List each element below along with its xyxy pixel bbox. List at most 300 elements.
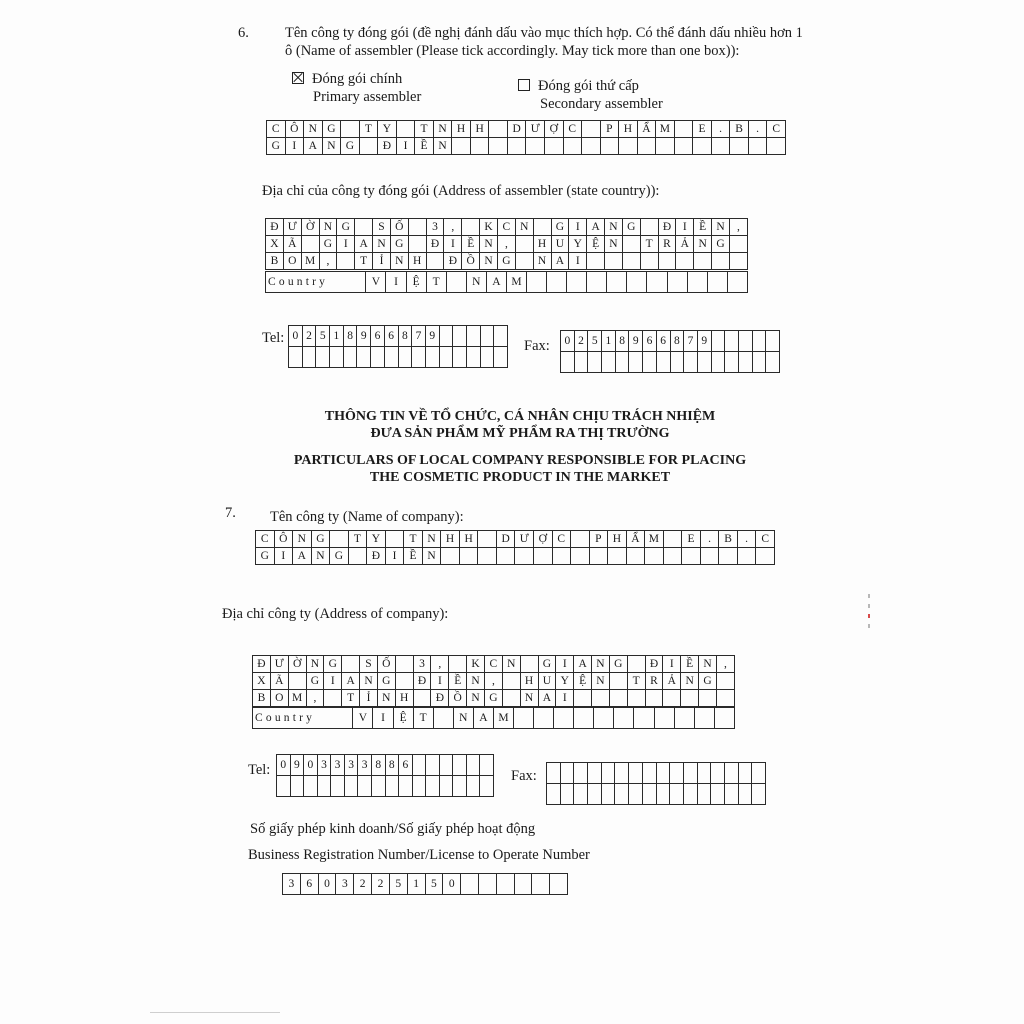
assembler-fax-cell[interactable]: 6: [643, 331, 657, 352]
company-address-cell[interactable]: I: [324, 673, 342, 690]
assembler-address-cell[interactable]: U: [551, 236, 569, 253]
assembler-fax-cell[interactable]: 6: [656, 331, 670, 352]
company-address-cell[interactable]: Đ: [645, 656, 663, 673]
assembler-fax-cell[interactable]: 0: [561, 331, 575, 352]
company-address-cell[interactable]: Ỉ: [360, 690, 378, 707]
license-number-cell[interactable]: 3: [283, 874, 301, 895]
company-tel-cell[interactable]: [426, 755, 440, 776]
assembler-address-cell[interactable]: ,: [319, 253, 337, 270]
company-name-cell[interactable]: [737, 548, 756, 565]
company-country-cell[interactable]: V: [353, 708, 373, 729]
company-tel-cell[interactable]: [453, 755, 467, 776]
company-tel-cell[interactable]: [358, 776, 372, 797]
company-address-cell[interactable]: U: [538, 673, 556, 690]
company-tel-cell[interactable]: [317, 776, 331, 797]
company-country-cell[interactable]: [674, 708, 694, 729]
assembler-address-cell[interactable]: 3: [426, 219, 444, 236]
company-address-cell[interactable]: G: [306, 673, 324, 690]
company-address-cell[interactable]: I: [556, 690, 574, 707]
assembler-name-cell[interactable]: [674, 138, 693, 155]
company-tel-cell[interactable]: [290, 776, 304, 797]
assembler-name-cell[interactable]: [544, 138, 563, 155]
company-fax-cell[interactable]: [642, 763, 656, 784]
assembler-fax-grid[interactable]: [560, 330, 780, 373]
assembler-tel-cell[interactable]: [302, 347, 316, 368]
assembler-address-cell[interactable]: Ề: [694, 219, 712, 236]
assembler-address-cell[interactable]: G: [622, 219, 640, 236]
company-address-cell[interactable]: Ố: [377, 656, 395, 673]
license-number-cell[interactable]: [478, 874, 496, 895]
company-address-cell[interactable]: [288, 673, 306, 690]
company-name-cell[interactable]: Ề: [404, 548, 423, 565]
company-name-cell[interactable]: N: [422, 548, 441, 565]
company-address-cell[interactable]: O: [270, 690, 288, 707]
assembler-country-cell[interactable]: I: [386, 272, 406, 293]
company-name-cell[interactable]: Y: [367, 531, 386, 548]
assembler-country-cell[interactable]: [627, 272, 647, 293]
assembler-fax-cell[interactable]: [766, 331, 780, 352]
company-address-cell[interactable]: [413, 690, 431, 707]
company-address-cell[interactable]: G: [538, 656, 556, 673]
company-address-cell[interactable]: A: [342, 673, 360, 690]
license-number-cell[interactable]: 2: [354, 874, 372, 895]
assembler-address-cell[interactable]: ,: [497, 236, 515, 253]
assembler-country-cell[interactable]: [547, 272, 567, 293]
assembler-fax-cell[interactable]: [629, 352, 643, 373]
company-tel-cell[interactable]: [480, 755, 494, 776]
assembler-address-cell[interactable]: Y: [569, 236, 587, 253]
company-fax-cell[interactable]: [574, 763, 588, 784]
assembler-name-cell[interactable]: N: [433, 121, 452, 138]
assembler-address-cell[interactable]: I: [676, 219, 694, 236]
company-address-cell[interactable]: [609, 673, 627, 690]
assembler-address-cell[interactable]: [605, 253, 623, 270]
assembler-name-cell[interactable]: [767, 138, 786, 155]
assembler-address-cell[interactable]: [301, 236, 319, 253]
company-fax-cell[interactable]: [574, 784, 588, 805]
assembler-address-cell[interactable]: Đ: [658, 219, 676, 236]
assembler-address-cell[interactable]: Ỉ: [373, 253, 391, 270]
company-country-grid[interactable]: [252, 707, 735, 729]
company-name-cell[interactable]: [700, 548, 719, 565]
assembler-country-cell[interactable]: [567, 272, 587, 293]
assembler-name-grid[interactable]: [266, 120, 786, 155]
company-name-cell[interactable]: H: [608, 531, 627, 548]
company-name-cell[interactable]: [330, 531, 349, 548]
assembler-address-cell[interactable]: N: [480, 236, 498, 253]
company-name-cell[interactable]: [571, 548, 590, 565]
assembler-fax-cell[interactable]: [574, 352, 588, 373]
company-name-cell[interactable]: Ợ: [533, 531, 552, 548]
company-name-cell[interactable]: [589, 548, 608, 565]
company-address-cell[interactable]: Ề: [449, 673, 467, 690]
assembler-fax-cell[interactable]: [738, 331, 752, 352]
company-name-cell[interactable]: C: [256, 531, 275, 548]
company-tel-cell[interactable]: [412, 776, 426, 797]
company-address-cell[interactable]: I: [663, 656, 681, 673]
company-tel-cell[interactable]: [412, 755, 426, 776]
company-tel-cell[interactable]: 8: [385, 755, 399, 776]
assembler-tel-cell[interactable]: 6: [371, 326, 385, 347]
company-address-cell[interactable]: G: [377, 673, 395, 690]
company-tel-cell[interactable]: [453, 776, 467, 797]
company-name-cell[interactable]: [719, 548, 738, 565]
assembler-name-cell[interactable]: B: [730, 121, 749, 138]
company-fax-cell[interactable]: [738, 763, 752, 784]
assembler-address-cell[interactable]: G: [497, 253, 515, 270]
company-address-cell[interactable]: [699, 690, 717, 707]
assembler-name-cell[interactable]: A: [304, 138, 323, 155]
company-fax-cell[interactable]: [547, 763, 561, 784]
license-number-cell[interactable]: [461, 874, 479, 895]
company-country-cell[interactable]: [634, 708, 654, 729]
assembler-fax-cell[interactable]: [738, 352, 752, 373]
company-name-cell[interactable]: I: [385, 548, 404, 565]
company-address-cell[interactable]: ,: [484, 673, 502, 690]
company-tel-cell[interactable]: 3: [358, 755, 372, 776]
assembler-tel-cell[interactable]: 7: [412, 326, 426, 347]
assembler-name-cell[interactable]: N: [433, 138, 452, 155]
company-country-cell[interactable]: I: [373, 708, 393, 729]
company-address-cell[interactable]: N: [467, 673, 485, 690]
assembler-country-cell[interactable]: [587, 272, 607, 293]
company-address-cell[interactable]: [502, 673, 520, 690]
company-address-cell[interactable]: G: [324, 656, 342, 673]
assembler-tel-cell[interactable]: [398, 347, 412, 368]
assembler-address-cell[interactable]: H: [408, 253, 426, 270]
assembler-tel-cell[interactable]: [412, 347, 426, 368]
company-address-cell[interactable]: [645, 690, 663, 707]
company-country-cell[interactable]: [714, 708, 734, 729]
assembler-tel-cell[interactable]: 6: [384, 326, 398, 347]
company-address-cell[interactable]: [627, 656, 645, 673]
secondary-assembler-option[interactable]: [518, 77, 639, 95]
company-address-cell[interactable]: T: [627, 673, 645, 690]
assembler-name-cell[interactable]: T: [359, 121, 378, 138]
license-number-cell[interactable]: 0: [443, 874, 461, 895]
company-fax-cell[interactable]: [697, 784, 711, 805]
license-number-grid[interactable]: [282, 873, 568, 895]
assembler-address-cell[interactable]: I: [444, 236, 462, 253]
company-name-cell[interactable]: A: [293, 548, 312, 565]
assembler-name-cell[interactable]: [526, 138, 545, 155]
company-fax-cell[interactable]: [601, 763, 615, 784]
company-address-cell[interactable]: Đ: [431, 690, 449, 707]
assembler-address-cell[interactable]: N: [694, 236, 712, 253]
company-tel-cell[interactable]: [439, 776, 453, 797]
company-address-cell[interactable]: N: [699, 656, 717, 673]
company-name-cell[interactable]: [663, 548, 682, 565]
assembler-fax-cell[interactable]: [684, 352, 698, 373]
company-country-cell[interactable]: [554, 708, 574, 729]
assembler-name-cell[interactable]: .: [711, 121, 730, 138]
license-number-cell[interactable]: 5: [389, 874, 407, 895]
assembler-address-cell[interactable]: A: [355, 236, 373, 253]
company-name-cell[interactable]: Ô: [274, 531, 293, 548]
company-address-cell[interactable]: N: [681, 673, 699, 690]
assembler-address-cell[interactable]: Ồ: [462, 253, 480, 270]
company-name-cell[interactable]: [663, 531, 682, 548]
assembler-tel-cell[interactable]: [494, 326, 508, 347]
assembler-tel-cell[interactable]: [289, 347, 303, 368]
assembler-address-cell[interactable]: A: [587, 219, 605, 236]
assembler-address-cell[interactable]: [658, 253, 676, 270]
assembler-tel-cell[interactable]: 2: [302, 326, 316, 347]
company-fax-cell[interactable]: [752, 763, 766, 784]
assembler-address-grid[interactable]: [265, 218, 748, 270]
assembler-tel-cell[interactable]: [371, 347, 385, 368]
assembler-address-cell[interactable]: [622, 236, 640, 253]
license-number-cell[interactable]: 1: [407, 874, 425, 895]
assembler-address-cell[interactable]: G: [712, 236, 730, 253]
assembler-name-cell[interactable]: [637, 138, 656, 155]
company-address-cell[interactable]: Ề: [681, 656, 699, 673]
assembler-address-cell[interactable]: S: [373, 219, 391, 236]
assembler-address-cell[interactable]: K: [480, 219, 498, 236]
assembler-address-cell[interactable]: R: [658, 236, 676, 253]
company-tel-cell[interactable]: [466, 776, 480, 797]
assembler-address-cell[interactable]: N: [712, 219, 730, 236]
assembler-address-cell[interactable]: [694, 253, 712, 270]
company-address-cell[interactable]: X: [253, 673, 271, 690]
company-tel-cell[interactable]: 0: [304, 755, 318, 776]
assembler-address-cell[interactable]: N: [373, 236, 391, 253]
assembler-address-cell[interactable]: A: [551, 253, 569, 270]
company-fax-grid[interactable]: [546, 762, 766, 805]
assembler-country-cell[interactable]: T: [426, 272, 446, 293]
company-name-cell[interactable]: [645, 548, 664, 565]
assembler-name-cell[interactable]: I: [285, 138, 304, 155]
company-tel-cell[interactable]: [480, 776, 494, 797]
company-tel-cell[interactable]: [399, 776, 413, 797]
company-address-cell[interactable]: Ả: [663, 673, 681, 690]
assembler-country-cell[interactable]: Ệ: [406, 272, 426, 293]
assembler-fax-cell[interactable]: [711, 331, 725, 352]
company-name-cell[interactable]: [478, 548, 497, 565]
assembler-address-cell[interactable]: G: [337, 219, 355, 236]
company-address-cell[interactable]: I: [431, 673, 449, 690]
company-name-cell[interactable]: P: [589, 531, 608, 548]
company-address-cell[interactable]: M: [288, 690, 306, 707]
assembler-address-cell[interactable]: Đ: [266, 219, 284, 236]
assembler-address-cell[interactable]: [515, 236, 533, 253]
company-address-cell[interactable]: [663, 690, 681, 707]
company-country-cell[interactable]: M: [493, 708, 513, 729]
company-address-cell[interactable]: [449, 656, 467, 673]
assembler-tel-cell[interactable]: [330, 347, 344, 368]
assembler-fax-cell[interactable]: 5: [588, 331, 602, 352]
assembler-country-cell[interactable]: A: [486, 272, 506, 293]
company-address-cell[interactable]: C: [484, 656, 502, 673]
assembler-fax-cell[interactable]: [670, 352, 684, 373]
company-address-cell[interactable]: ,: [716, 656, 734, 673]
company-country-cell[interactable]: [514, 708, 534, 729]
company-fax-cell[interactable]: [724, 763, 738, 784]
assembler-address-cell[interactable]: N: [480, 253, 498, 270]
license-number-cell[interactable]: 3: [336, 874, 354, 895]
primary-assembler-option[interactable]: [292, 70, 402, 88]
assembler-tel-cell[interactable]: 9: [357, 326, 371, 347]
assembler-address-cell[interactable]: Ề: [462, 236, 480, 253]
assembler-tel-cell[interactable]: [343, 347, 357, 368]
company-name-cell[interactable]: .: [737, 531, 756, 548]
assembler-name-cell[interactable]: [489, 138, 508, 155]
assembler-address-cell[interactable]: [712, 253, 730, 270]
company-address-cell[interactable]: A: [538, 690, 556, 707]
company-address-cell[interactable]: 3: [413, 656, 431, 673]
company-name-cell[interactable]: [496, 548, 515, 565]
assembler-name-cell[interactable]: [341, 121, 360, 138]
company-name-cell[interactable]: N: [311, 548, 330, 565]
company-address-cell[interactable]: N: [306, 656, 324, 673]
company-address-cell[interactable]: N: [592, 673, 610, 690]
assembler-name-cell[interactable]: [582, 138, 601, 155]
company-address-cell[interactable]: I: [556, 656, 574, 673]
company-address-cell[interactable]: ,: [306, 690, 324, 707]
company-tel-cell[interactable]: [385, 776, 399, 797]
license-number-cell[interactable]: 6: [300, 874, 318, 895]
assembler-name-cell[interactable]: [656, 138, 675, 155]
company-address-cell[interactable]: N: [467, 690, 485, 707]
assembler-tel-cell[interactable]: 0: [289, 326, 303, 347]
assembler-address-cell[interactable]: [729, 253, 747, 270]
assembler-name-cell[interactable]: Đ: [378, 138, 397, 155]
assembler-address-cell[interactable]: Ư: [283, 219, 301, 236]
company-address-cell[interactable]: [716, 673, 734, 690]
assembler-address-cell[interactable]: N: [515, 219, 533, 236]
company-address-cell[interactable]: Ờ: [288, 656, 306, 673]
company-fax-cell[interactable]: [588, 763, 602, 784]
company-country-cell[interactable]: A: [473, 708, 493, 729]
assembler-address-cell[interactable]: M: [301, 253, 319, 270]
assembler-fax-cell[interactable]: [766, 352, 780, 373]
assembler-country-cell[interactable]: N: [466, 272, 486, 293]
company-name-cell[interactable]: [478, 531, 497, 548]
assembler-address-cell[interactable]: [515, 253, 533, 270]
assembler-address-cell[interactable]: N: [390, 253, 408, 270]
assembler-name-cell[interactable]: N: [304, 121, 323, 138]
assembler-name-cell[interactable]: P: [600, 121, 619, 138]
assembler-tel-cell[interactable]: [439, 347, 453, 368]
license-number-cell[interactable]: [550, 874, 568, 895]
assembler-fax-cell[interactable]: 8: [670, 331, 684, 352]
company-fax-cell[interactable]: [670, 784, 684, 805]
company-address-cell[interactable]: [520, 656, 538, 673]
assembler-name-cell[interactable]: C: [563, 121, 582, 138]
assembler-name-cell[interactable]: E: [693, 121, 712, 138]
assembler-name-cell[interactable]: [507, 138, 526, 155]
company-address-cell[interactable]: Ệ: [574, 673, 592, 690]
assembler-fax-cell[interactable]: [588, 352, 602, 373]
company-name-cell[interactable]: Đ: [367, 548, 386, 565]
company-address-cell[interactable]: N: [520, 690, 538, 707]
assembler-name-cell[interactable]: [600, 138, 619, 155]
assembler-name-cell[interactable]: [452, 138, 471, 155]
company-fax-cell[interactable]: [670, 763, 684, 784]
company-name-grid[interactable]: [255, 530, 775, 565]
assembler-fax-cell[interactable]: [752, 331, 766, 352]
company-tel-cell[interactable]: [371, 776, 385, 797]
assembler-address-cell[interactable]: [640, 219, 658, 236]
assembler-fax-cell[interactable]: 2: [574, 331, 588, 352]
company-fax-cell[interactable]: [711, 763, 725, 784]
assembler-country-cell[interactable]: [727, 272, 747, 293]
company-name-cell[interactable]: [682, 548, 701, 565]
company-tel-cell[interactable]: [426, 776, 440, 797]
company-tel-cell[interactable]: 3: [317, 755, 331, 776]
company-name-cell[interactable]: T: [348, 531, 367, 548]
assembler-address-cell[interactable]: X: [266, 236, 284, 253]
assembler-name-cell[interactable]: H: [452, 121, 471, 138]
assembler-address-cell[interactable]: [640, 253, 658, 270]
assembler-tel-cell[interactable]: [425, 347, 439, 368]
assembler-country-cell[interactable]: [687, 272, 707, 293]
company-name-cell[interactable]: [756, 548, 775, 565]
company-tel-cell[interactable]: 3: [331, 755, 345, 776]
assembler-address-cell[interactable]: [729, 236, 747, 253]
company-name-cell[interactable]: Ẩ: [626, 531, 645, 548]
assembler-name-cell[interactable]: [470, 138, 489, 155]
company-fax-cell[interactable]: [615, 784, 629, 805]
assembler-fax-cell[interactable]: [752, 352, 766, 373]
assembler-address-cell[interactable]: [337, 253, 355, 270]
assembler-tel-cell[interactable]: [316, 347, 330, 368]
company-name-cell[interactable]: B: [719, 531, 738, 548]
assembler-address-cell[interactable]: N: [605, 219, 623, 236]
company-name-cell[interactable]: H: [441, 531, 460, 548]
company-tel-cell[interactable]: [304, 776, 318, 797]
company-country-cell[interactable]: [574, 708, 594, 729]
company-name-cell[interactable]: [552, 548, 571, 565]
company-name-cell[interactable]: D: [496, 531, 515, 548]
assembler-address-cell[interactable]: Ố: [390, 219, 408, 236]
license-number-cell[interactable]: 5: [425, 874, 443, 895]
company-name-cell[interactable]: I: [274, 548, 293, 565]
assembler-name-cell[interactable]: [489, 121, 508, 138]
assembler-address-cell[interactable]: [355, 219, 373, 236]
assembler-name-cell[interactable]: [693, 138, 712, 155]
assembler-address-cell[interactable]: ,: [444, 219, 462, 236]
assembler-country-cell[interactable]: [707, 272, 727, 293]
company-tel-cell[interactable]: [344, 776, 358, 797]
company-fax-cell[interactable]: [738, 784, 752, 805]
company-address-cell[interactable]: R: [645, 673, 663, 690]
company-tel-cell[interactable]: [331, 776, 345, 797]
license-number-cell[interactable]: [532, 874, 550, 895]
company-name-cell[interactable]: .: [700, 531, 719, 548]
assembler-name-cell[interactable]: [730, 138, 749, 155]
company-address-cell[interactable]: N: [377, 690, 395, 707]
assembler-name-cell[interactable]: [563, 138, 582, 155]
company-fax-cell[interactable]: [683, 784, 697, 805]
assembler-address-cell[interactable]: N: [605, 236, 623, 253]
assembler-name-cell[interactable]: [582, 121, 601, 138]
assembler-name-cell[interactable]: [674, 121, 693, 138]
assembler-fax-cell[interactable]: [697, 352, 711, 373]
assembler-name-cell[interactable]: [711, 138, 730, 155]
company-fax-cell[interactable]: [752, 784, 766, 805]
company-fax-cell[interactable]: [697, 763, 711, 784]
assembler-tel-cell[interactable]: [453, 326, 467, 347]
assembler-address-cell[interactable]: Ệ: [587, 236, 605, 253]
assembler-address-cell[interactable]: Ã: [283, 236, 301, 253]
assembler-fax-cell[interactable]: 9: [697, 331, 711, 352]
company-fax-cell[interactable]: [629, 784, 643, 805]
assembler-name-cell[interactable]: H: [619, 121, 638, 138]
assembler-fax-cell[interactable]: [725, 352, 739, 373]
assembler-name-cell[interactable]: Y: [378, 121, 397, 138]
company-fax-cell[interactable]: [547, 784, 561, 805]
